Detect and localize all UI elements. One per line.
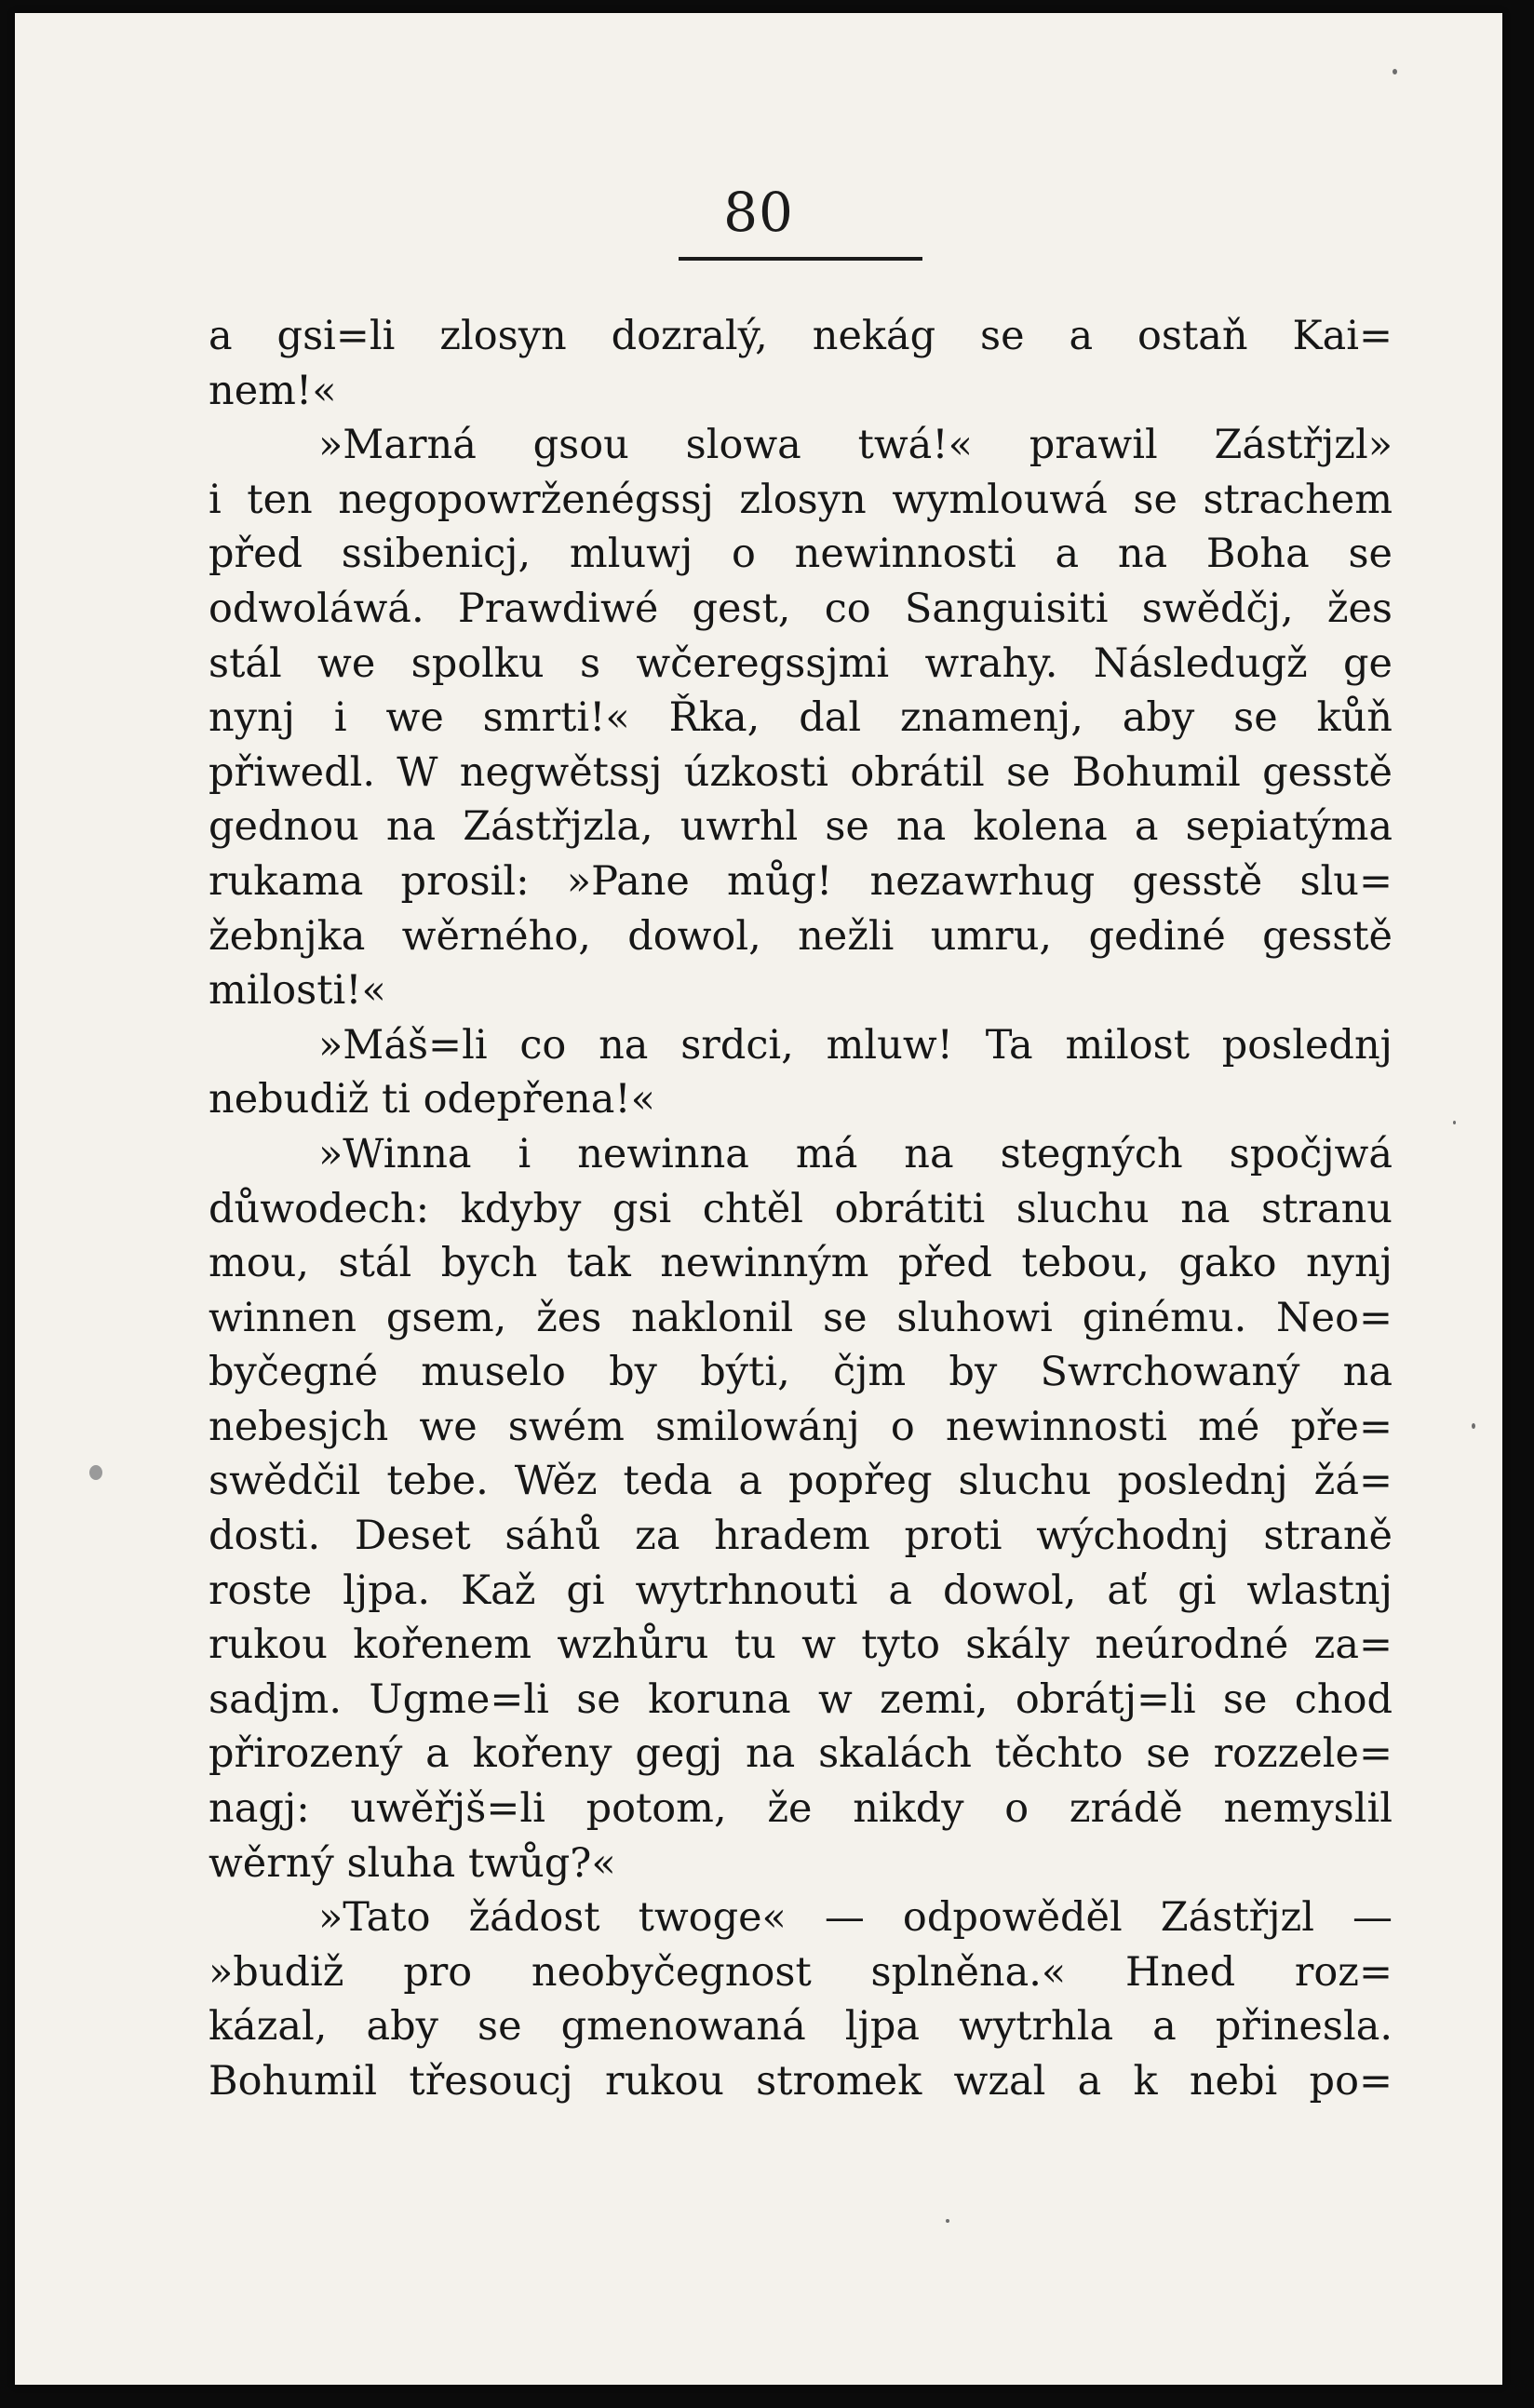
paper-speck xyxy=(89,1465,102,1480)
text-line: nagj: uwěřjš=li potom, že nikdy o zrádě nemyslil xyxy=(209,1785,1393,1833)
text-line: byčegné muselo by býti, čjm by Swrchowaný na xyxy=(209,1349,1393,1396)
paper-speck xyxy=(1472,1423,1475,1429)
paper-speck xyxy=(1393,69,1397,74)
paper-speck xyxy=(946,2219,949,2223)
text-line: nebudiž ti odepřena!« xyxy=(209,1076,655,1123)
text-line: nebesjch we swém smilowánj o newinnosti mé pře= xyxy=(209,1403,1393,1450)
text-line: stál we spolku s wčeregssjmi wrahy. Následugž ge xyxy=(209,639,1393,687)
text-line: mou, stál bych tak newinným před tebou, gako nynj xyxy=(209,1240,1393,1287)
text-line: gednou na Zástřjzla, uwrhl se na kolena a sepiatýma xyxy=(209,803,1393,851)
text-line: rukama prosil: »Pane můg! nezawrhug gesstě slu= xyxy=(209,857,1393,905)
text-line: kázal, aby se gmenowaná ljpa wytrhla a přinesla. xyxy=(209,2003,1393,2051)
text-line: »Winna i newinna má na stegných spočjwá xyxy=(318,1130,1393,1177)
text-line: roste ljpa. Kaž gi wytrhnouti a dowol, ať gi wlastnj xyxy=(209,1567,1393,1614)
text-line: Bohumil třesoucj rukou stromek wzal a k nebi po= xyxy=(209,2058,1393,2105)
page-number: 80 xyxy=(723,181,794,244)
body-text xyxy=(209,309,1393,2109)
text-line: i ten negopowrženégssj zlosyn wymlouwá se strachem xyxy=(209,476,1393,523)
text-line: a gsi=li zlosyn dozralý, nekág se a ostaň Kai= xyxy=(209,313,1393,359)
text-line: přirozený a kořeny gegj na skalách těchto se rozzele= xyxy=(209,1730,1393,1778)
text-line: dosti. Deset sáhů za hradem proti wýchodnj straně xyxy=(209,1513,1393,1560)
text-line: rukou kořenem wzhůru tu w tyto skály neúrodné za= xyxy=(209,1621,1393,1669)
text-line: wěrný sluha twůg?« xyxy=(209,1839,616,1887)
text-line: žebnjka wěrného, dowol, nežli umru, gediné gesstě xyxy=(209,912,1393,960)
text-line: přiwedl. W negwětssj úzkosti obrátil se Bohumil gesstě xyxy=(209,748,1393,796)
text-line: winnen gsem, žes naklonil se sluhowi ginému. Neo= xyxy=(209,1294,1393,1341)
text-line: milosti!« xyxy=(209,967,386,1015)
text-line: nynj i we smrti!« Řka, dal znamenj, aby se kůň xyxy=(209,694,1393,742)
text-line: sadjm. Ugme=li se koruna w zemi, obrátj=li se chod xyxy=(209,1675,1393,1723)
text-line: před ssibenicj, mluwj o newinnosti a na Boha se xyxy=(209,531,1393,578)
text-line: nem!« xyxy=(209,367,337,414)
text-line: »Marná gsou slowa twá!« prawil Zástřjzl» xyxy=(318,422,1393,469)
text-line: »Tato žádost twoge« — odpowěděl Zástřjzl — xyxy=(318,1894,1393,1942)
text-line: »budiž pro neobyčegnost splněna.« Hned roz= xyxy=(209,1948,1393,1996)
book-page xyxy=(15,13,1502,2385)
paper-speck xyxy=(1453,1121,1456,1124)
text-line: důwodech: kdyby gsi chtěl obrátiti sluchu na stranu xyxy=(209,1185,1393,1232)
text-line: odwoláwá. Prawdiwé gest, co Sanguisiti swědčj, žes xyxy=(209,585,1393,632)
text-line: swědčil tebe. Wěz teda a popřeg sluchu poslednj žá= xyxy=(209,1458,1393,1505)
header-rule xyxy=(679,257,922,261)
text-line: »Máš=li co na srdci, mluw! Ta milost poslednj xyxy=(318,1021,1393,1069)
